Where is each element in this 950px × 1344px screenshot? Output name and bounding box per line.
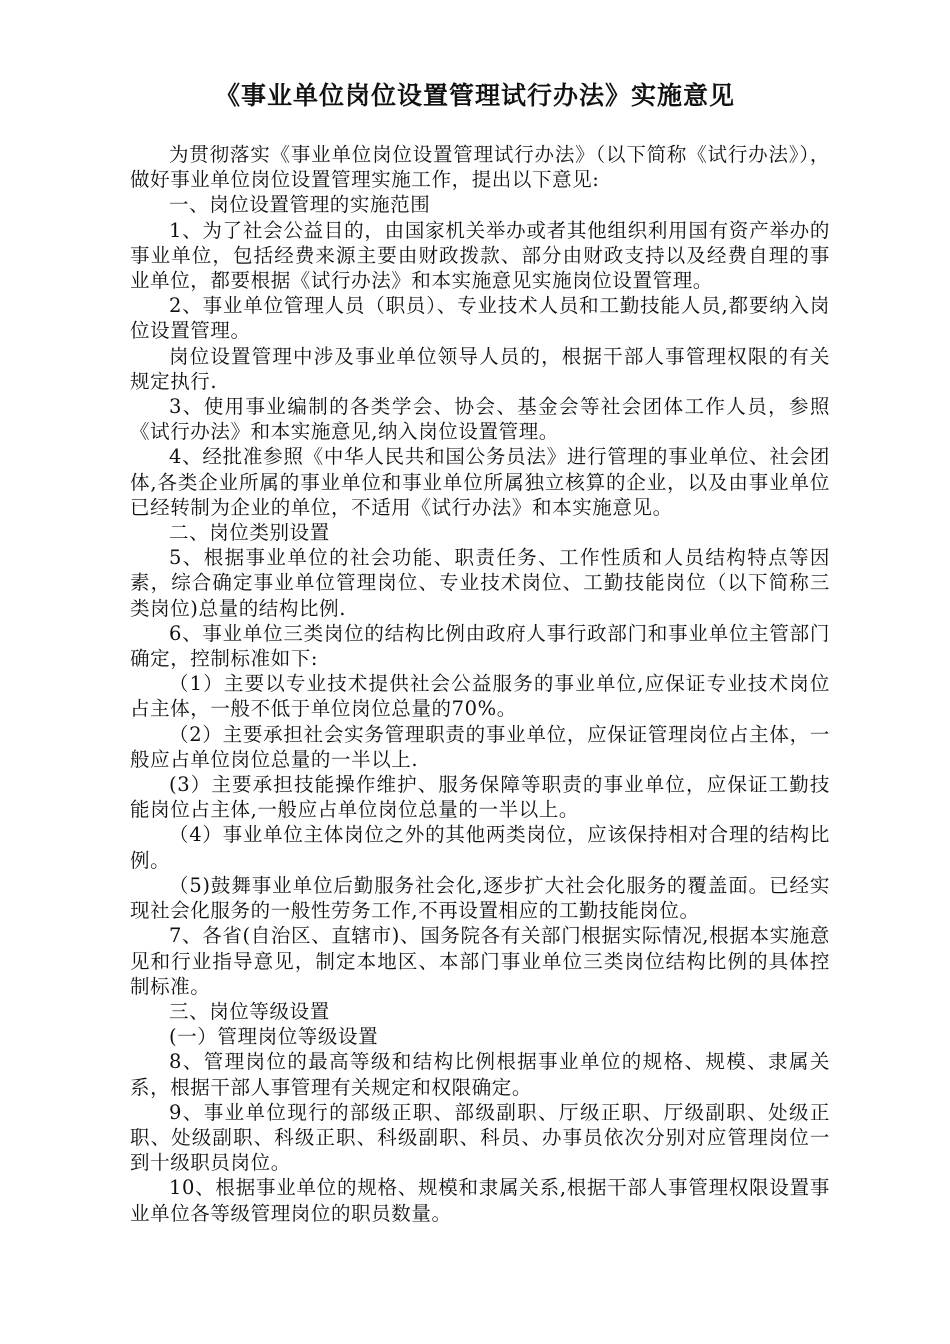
list-item: （5)鼓舞事业单位后勤服务社会化,逐步扩大社会化服务的覆盖面。已经实现社会化服务的一般性劳务工作,不再设置相应的工勤技能岗位。 bbox=[130, 873, 830, 923]
document-title: 《事业单位岗位设置管理试行办法》实施意见 bbox=[214, 81, 735, 110]
list-item: (3）主要承担技能操作维护、服务保障等职责的事业单位，应保证工勤技能岗位占主体,一般应占单位岗位总量的一半以上。 bbox=[130, 773, 830, 822]
paragraph: 6、事业单位三类岗位的结构比例由政府人事行政部门和事业单位主管部门确定，控制标准如下: bbox=[130, 621, 830, 671]
paragraph: 5、根据事业单位的社会功能、职责任务、工作性质和人员结构特点等因素，综合确定事业单位管理岗位、专业技术岗位、工勤技能岗位（以下简称三类岗位)总量的结构比例. bbox=[130, 546, 830, 620]
paragraph: 10、根据事业单位的规格、规模和隶属关系,根据干部人事管理权限设置事业单位各等级管理岗位的职员数量。 bbox=[130, 1176, 830, 1225]
subsection-heading: (一）管理岗位等级设置 bbox=[169, 1025, 379, 1049]
section-heading: 三、岗位等级设置 bbox=[169, 999, 330, 1023]
list-item: （1）主要以专业技术提供社会公益服务的事业单位,应保证专业技术岗位占主体，一般不低于单位岗位总量的70%。 bbox=[130, 672, 830, 721]
list-item: （4）事业单位主体岗位之外的其他两类岗位，应该保持相对合理的结构比例。 bbox=[130, 823, 830, 872]
paragraph: 4、经批准参照《中华人民共和国公务员法》进行管理的事业单位、社会团体,各类企业所属的事业单位和事业单位所属独立核算的企业，以及由事业单位已经转制为企业的单位，不适用《试行办法》和本实施意见。 bbox=[130, 445, 830, 519]
paragraph: 2、事业单位管理人员（职员）、专业技术人员和工勤技能人员,都要纳入岗位设置管理。 bbox=[130, 294, 830, 343]
document-body bbox=[130, 142, 830, 1226]
section-heading: 二、岗位类别设置 bbox=[169, 521, 330, 545]
list-item: （2）主要承担社会实务管理职责的事业单位，应保证管理岗位占主体，一般应占单位岗位总量的一半以上. bbox=[130, 722, 830, 771]
paragraph: 岗位设置管理中涉及事业单位领导人员的，根据干部人事管理权限的有关规定执行. bbox=[130, 344, 830, 393]
section-heading: 一、岗位设置管理的实施范围 bbox=[169, 193, 431, 217]
paragraph: 9、事业单位现行的部级正职、部级副职、厅级正职、厅级副职、处级正职、处级副职、科级正职、科级副职、科员、办事员依次分别对应管理岗位一到十级职员岗位。 bbox=[130, 1100, 830, 1175]
paragraph: 8、管理岗位的最高等级和结构比例根据事业单位的规格、规模、隶属关系，根据干部人事管理有关规定和权限确定。 bbox=[130, 1050, 830, 1099]
paragraph: 1、为了社会公益目的，由国家机关举办或者其他组织利用国有资产举办的事业单位，包括经费来源主要由财政拨款、部分由财政支持以及经费自理的事业单位，都要根据《试行办法》和本实施意见实施岗位设置管理。 bbox=[130, 218, 830, 293]
intro-paragraph: 为贯彻落实《事业单位岗位设置管理试行办法》（以下简称《试行办法》），做好事业单位岗位设置管理实施工作，提出以下意见: bbox=[130, 143, 830, 192]
paragraph: 3、使用事业编制的各类学会、协会、基金会等社会团体工作人员，参照《试行办法》和本实施意见,纳入岗位设置管理。 bbox=[130, 395, 830, 444]
paragraph: 7、各省(自治区、直辖市)、国务院各有关部门根据实际情况,根据本实施意见和行业指导意见，制定本地区、本部门事业单位三类岗位结构比例的具体控制标准。 bbox=[130, 924, 830, 998]
